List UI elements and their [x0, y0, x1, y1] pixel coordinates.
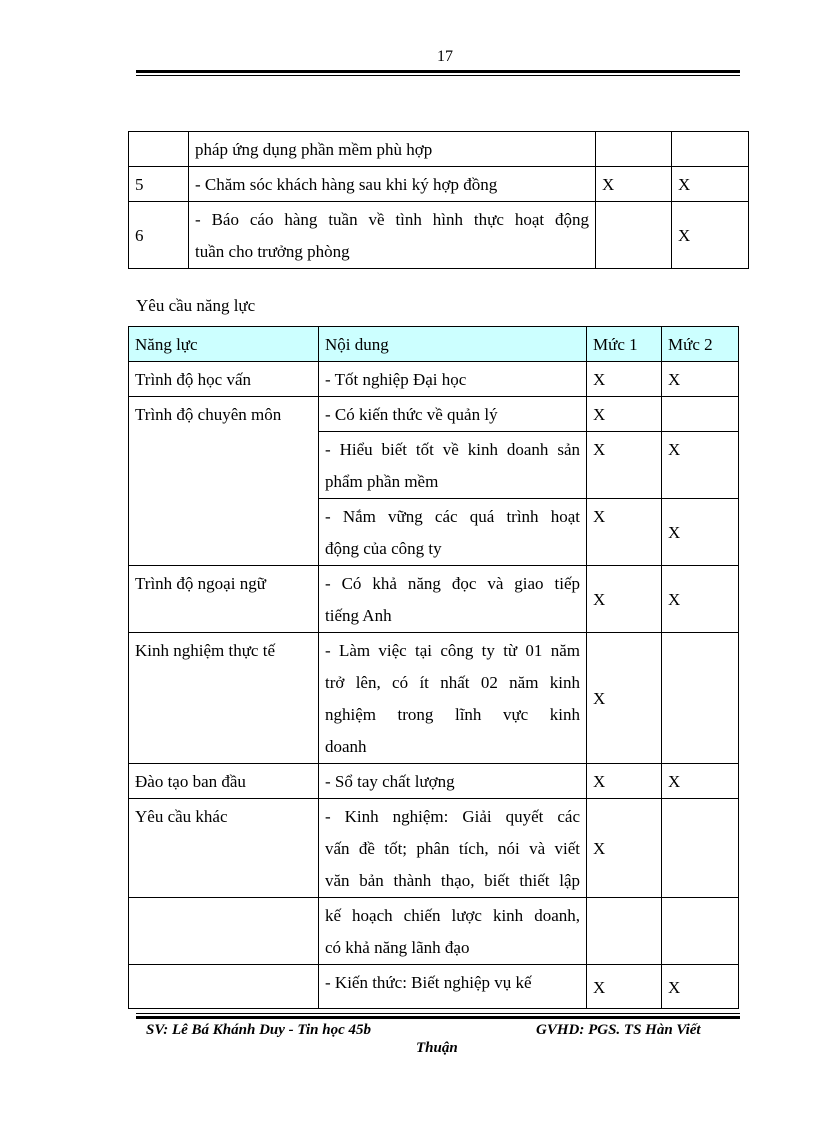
content-line: nghiệm trong lĩnh vực kinh	[325, 705, 580, 724]
level2-mark	[662, 799, 739, 898]
level2-mark	[662, 633, 739, 764]
content-cell	[319, 566, 587, 633]
skill-cell	[129, 898, 319, 965]
content-line: - Có khả năng đọc và giao tiếp	[325, 574, 580, 593]
row-number: 5	[129, 167, 189, 202]
skill-cell	[129, 965, 319, 1009]
row-number	[129, 132, 189, 167]
content-line: - Làm việc tại công ty từ 01 năm	[325, 641, 580, 660]
footer-rule-thin	[136, 1013, 740, 1014]
level2-mark	[662, 898, 739, 965]
table-row	[129, 132, 749, 167]
level1-mark: X	[587, 397, 662, 432]
table-row	[129, 799, 739, 898]
duty-content-line: - Báo cáo hàng tuần về tình hình thực hoạt động	[195, 210, 589, 229]
level1-mark: X	[587, 764, 662, 799]
level1-mark: X	[587, 799, 662, 898]
content-cell	[319, 633, 587, 764]
duty-content-line: tuần cho trưởng phòng	[195, 242, 350, 261]
level2-mark	[662, 397, 739, 432]
level1-mark: X	[587, 432, 662, 499]
level1-mark	[596, 202, 672, 269]
duty-content: pháp ứng dụng phần mềm phù hợp	[189, 132, 596, 167]
table-row	[129, 202, 749, 269]
skill-cell: Đào tạo ban đầu	[129, 764, 319, 799]
content-cell: - Tốt nghiệp Đại học	[319, 362, 587, 397]
level1-mark: X	[587, 965, 662, 1009]
content-line: phẩm phần mềm	[325, 472, 439, 491]
column-header-level2: Mức 2	[662, 327, 739, 362]
level1-mark: X	[587, 499, 662, 566]
level2-mark: X	[662, 432, 739, 499]
content-cell	[319, 432, 587, 499]
level2-mark: X	[662, 965, 739, 1009]
page-number: 17	[437, 48, 453, 65]
footer-student: SV: Lê Bá Khánh Duy - Tin học 45b	[146, 1022, 372, 1038]
table-row	[129, 362, 739, 397]
header-rule	[136, 70, 740, 73]
content-line: động của công ty	[325, 539, 442, 558]
table-row	[129, 167, 749, 202]
content-line: văn bản thành thạo, biết thiết lập	[325, 871, 580, 890]
content-line: trở lên, có ít nhất 02 năm kinh	[325, 673, 580, 692]
content-line: - Hiểu biết tốt về kinh doanh sản	[325, 440, 580, 459]
level2-mark: X	[662, 362, 739, 397]
content-line: tiếng Anh	[325, 606, 392, 625]
row-number: 6	[129, 202, 189, 269]
level1-mark: X	[587, 633, 662, 764]
duty-content: - Chăm sóc khách hàng sau khi ký hợp đồng	[189, 167, 596, 202]
skill-cell: Trình độ ngoại ngữ	[129, 566, 319, 633]
content-cell	[319, 499, 587, 566]
level2-mark: X	[662, 566, 739, 633]
competency-table	[128, 326, 739, 1009]
column-header-level1: Mức 1	[587, 327, 662, 362]
table-row	[129, 898, 739, 965]
content-line: doanh	[325, 737, 367, 756]
duties-table	[128, 131, 749, 269]
skill-cell: Kinh nghiệm thực tế	[129, 633, 319, 764]
footer-supervisor-cont: Thuận	[416, 1040, 458, 1056]
skill-cell: Yêu cầu khác	[129, 799, 319, 898]
footer-supervisor: GVHD: PGS. TS Hàn Viết	[536, 1022, 701, 1038]
content-line: - Kinh nghiệm: Giải quyết các	[325, 807, 580, 826]
header-rule-thin	[136, 75, 740, 76]
duty-content	[189, 202, 596, 269]
content-line: - Nắm vững các quá trình hoạt	[325, 507, 580, 526]
level2-mark	[672, 132, 749, 167]
table-row	[129, 764, 739, 799]
table-row	[129, 633, 739, 764]
level1-mark: X	[596, 167, 672, 202]
content-line: có khả năng lãnh đạo	[325, 938, 470, 957]
level2-mark: X	[672, 202, 749, 269]
content-cell: - Có kiến thức về quản lý	[319, 397, 587, 432]
table-row	[129, 965, 739, 1009]
content-cell	[319, 799, 587, 898]
level2-mark: X	[672, 167, 749, 202]
level2-mark: X	[662, 764, 739, 799]
level1-mark	[596, 132, 672, 167]
table-row	[129, 397, 739, 432]
content-cell	[319, 898, 587, 965]
level2-mark: X	[662, 499, 739, 566]
section-heading: Yêu cầu năng lực	[136, 296, 256, 315]
level1-mark: X	[587, 566, 662, 633]
content-cell: - Kiến thức: Biết nghiệp vụ kế	[319, 965, 587, 1009]
footer-rule	[136, 1016, 740, 1019]
table-header-row	[129, 327, 739, 362]
content-cell: - Sổ tay chất lượng	[319, 764, 587, 799]
column-header-skill: Năng lực	[129, 327, 319, 362]
skill-cell: Trình độ chuyên môn	[129, 397, 319, 566]
table-row	[129, 566, 739, 633]
skill-cell: Trình độ học vấn	[129, 362, 319, 397]
content-line: kế hoạch chiến lược kinh doanh,	[325, 906, 580, 925]
column-header-content: Nội dung	[319, 327, 587, 362]
content-line: vấn đề tốt; phân tích, nói và viết	[325, 839, 580, 858]
level1-mark	[587, 898, 662, 965]
level1-mark: X	[587, 362, 662, 397]
